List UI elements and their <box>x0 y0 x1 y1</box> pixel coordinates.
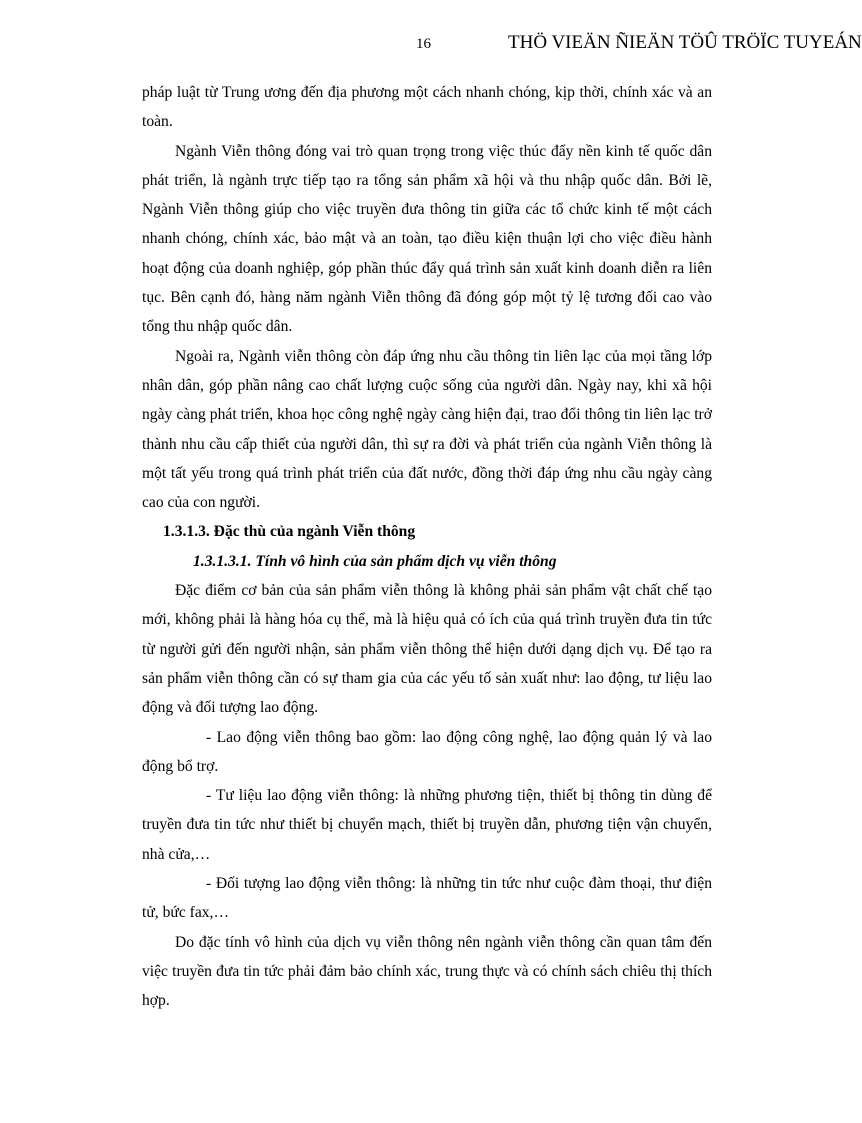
subsection-heading-1-3-1-3-1: 1.3.1.3.1. Tính vô hình của sản phẩm dịch vụ viễn thông <box>193 552 557 570</box>
list-item-means-of-labor: - Tư liệu lao động viễn thông: là những phương tiện, thiết bị thông tin dùng để truyền đưa tin tức như thiết bị chuyển mạch, thiết bị truyền dẫn, phương tiện vận chuyển, nhà cửa,… <box>142 787 712 863</box>
list-item-object-of-labor: - Đối tượng lao động viễn thông: là những tin tức như cuộc đàm thoại, thư điện tử, bức fax,… <box>142 875 712 922</box>
paragraph-5: Do đặc tính vô hình của dịch vụ viễn thông nên ngành viễn thông cần quan tâm đến việc truyền đưa tin tức phải đảm bảo chính xác, trung thực và có chính sách chiêu thị thích hợp. <box>142 933 712 1010</box>
paragraph-4: Đặc điểm cơ bản của sản phẩm viễn thông là không phải sản phẩm vật chất chế tạo mới, không phải là hàng hóa cụ thể, mà là hiệu quả có ích của quá trình truyền đưa tin tức từ người gửi đến người nhận, sản phẩm viễn thông thể hiện dưới dạng dịch vụ. Để tạo ra sản phẩm viễn thông cần có sự tham gia của các yếu tố sản xuất như: lao động, tư liệu lao động và đối tượng lao động. <box>142 582 712 717</box>
list-item-labor: - Lao động viễn thông bao gồm: lao động công nghệ, lao động quản lý và lao động bổ trợ. <box>142 728 712 775</box>
running-header-title: THÖ VIEÄN ÑIEÄN TÖÛ TRÖÏC TUYEÁN <box>508 32 862 53</box>
paragraph-1: pháp luật từ Trung ương đến địa phương một cách nhanh chóng, kịp thời, chính xác và an toàn. <box>142 84 712 131</box>
page-number: 16 <box>416 36 431 52</box>
paragraph-2: Ngành Viễn thông đóng vai trò quan trọng trong việc thúc đẩy nền kinh tế quốc dân phát triển, là ngành trực tiếp tạo ra tổng sản phẩm xã hội và thu nhập quốc dân. Bởi lẽ, Ngành Viễn thông giúp cho việc truyền đưa thông tin giữa các tổ chức kinh tế một cách nhanh chóng, chính xác, bảo mật và an toàn, tạo điều kiện thuận lợi cho việc điều hành hoạt động của doanh nghiệp, góp phần thúc đẩy quá trình sản xuất kinh doanh diễn ra liên tục. Bên cạnh đó, hàng năm ngành Viễn thông đã đóng góp một tỷ lệ tương đối cao vào tổng thu nhập quốc dân. <box>142 142 712 336</box>
paragraph-3: Ngoài ra, Ngành viễn thông còn đáp ứng nhu cầu thông tin liên lạc của mọi tầng lớp nhân dân, góp phần nâng cao chất lượng cuộc sống của người dân. Ngày nay, khi xã hội ngày càng phát triển, khoa học công nghệ ngày càng hiện đại, trao đổi thông tin liên lạc trở thành nhu cầu cấp thiết của người dân, thì sự ra đời và phát triển của ngành Viễn thông là một tất yếu trong quá trình phát triển của đất nước, đồng thời đáp ứng nhu cầu ngày càng cao của con người. <box>142 347 712 512</box>
section-heading-1-3-1-3: 1.3.1.3. Đặc thù của ngành Viễn thông <box>163 523 416 541</box>
document-body <box>142 78 712 1016</box>
